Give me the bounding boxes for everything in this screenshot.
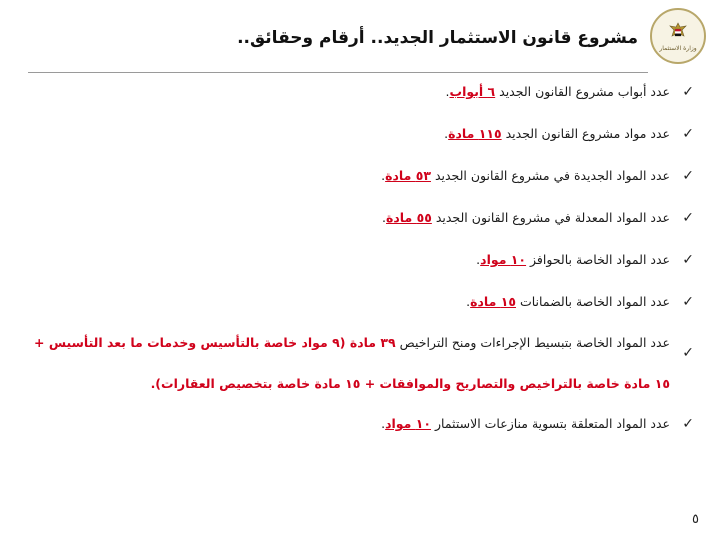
item-tail: . xyxy=(445,84,450,99)
list-item xyxy=(34,82,694,102)
list-item xyxy=(34,124,694,144)
item-text: عدد المواد المتعلقة بتسوية منازعات الاستثمار xyxy=(431,416,670,431)
item-tail: . xyxy=(381,168,386,183)
item-tail: . xyxy=(381,416,386,431)
item-highlight: ١١٥ مادة xyxy=(448,126,502,141)
ministry-logo xyxy=(650,8,706,64)
item-highlight: ٥٣ مادة xyxy=(385,168,431,183)
list-item xyxy=(34,292,694,312)
checkmark-icon: ✓ xyxy=(682,294,694,310)
item-highlight: ٥٥ مادة xyxy=(386,210,432,225)
item-text: عدد المواد الخاصة بتبسيط الإجراءات ومنح التراخيص xyxy=(395,335,670,350)
item-highlight: ٦ أبواب xyxy=(449,84,496,99)
list-item xyxy=(34,322,694,404)
item-tail: . xyxy=(476,252,481,267)
item-text: عدد المواد الخاصة بالضمانات xyxy=(516,294,670,309)
title-divider xyxy=(28,72,648,73)
list-item xyxy=(34,208,694,228)
item-text: عدد المواد المعدلة في مشروع القانون الجديد xyxy=(431,210,670,225)
checkmark-icon: ✓ xyxy=(682,84,694,100)
list-item xyxy=(34,166,694,186)
checkmark-icon: ✓ xyxy=(682,416,694,432)
item-text: عدد مواد مشروع القانون الجديد xyxy=(501,126,670,141)
checkmark-icon: ✓ xyxy=(682,126,694,142)
checkmark-icon: ✓ xyxy=(682,252,694,268)
checkmark-icon: ✓ xyxy=(682,210,694,226)
item-tail: . xyxy=(466,294,471,309)
item-tail: . xyxy=(444,126,449,141)
item-highlight: ١٠ مواد xyxy=(385,416,432,431)
list-item xyxy=(34,250,694,270)
page-number: ٥ xyxy=(692,512,699,527)
fact-list xyxy=(34,82,694,434)
eagle-emblem-icon xyxy=(666,20,690,44)
item-highlight: ٣٩ مادة (٩ مواد خاصة بالتأسيس وخدمات ما بعد التأسيس + ١٥ مادة خاصة بالتراخيص والتصاريح والموافقات + ١٥ مادة خاصة بتخصيص العقارات). xyxy=(34,335,670,391)
item-text: عدد المواد الجديدة في مشروع القانون الجديد xyxy=(430,168,670,183)
checkmark-icon: ✓ xyxy=(682,345,694,361)
item-highlight: ١٠ مواد xyxy=(480,252,527,267)
logo-caption: وزارة الاستثمار xyxy=(659,45,697,52)
checkmark-icon: ✓ xyxy=(682,168,694,184)
item-text: عدد المواد الخاصة بالحوافز xyxy=(526,252,670,267)
list-item xyxy=(34,414,694,434)
item-highlight: ١٥ مادة xyxy=(470,294,516,309)
item-text: عدد أبواب مشروع القانون الجديد xyxy=(495,84,670,99)
item-tail: . xyxy=(382,210,386,225)
slide-title: مشروع قانون الاستثمار الجديد.. أرقام وحقائق.. xyxy=(237,28,638,48)
